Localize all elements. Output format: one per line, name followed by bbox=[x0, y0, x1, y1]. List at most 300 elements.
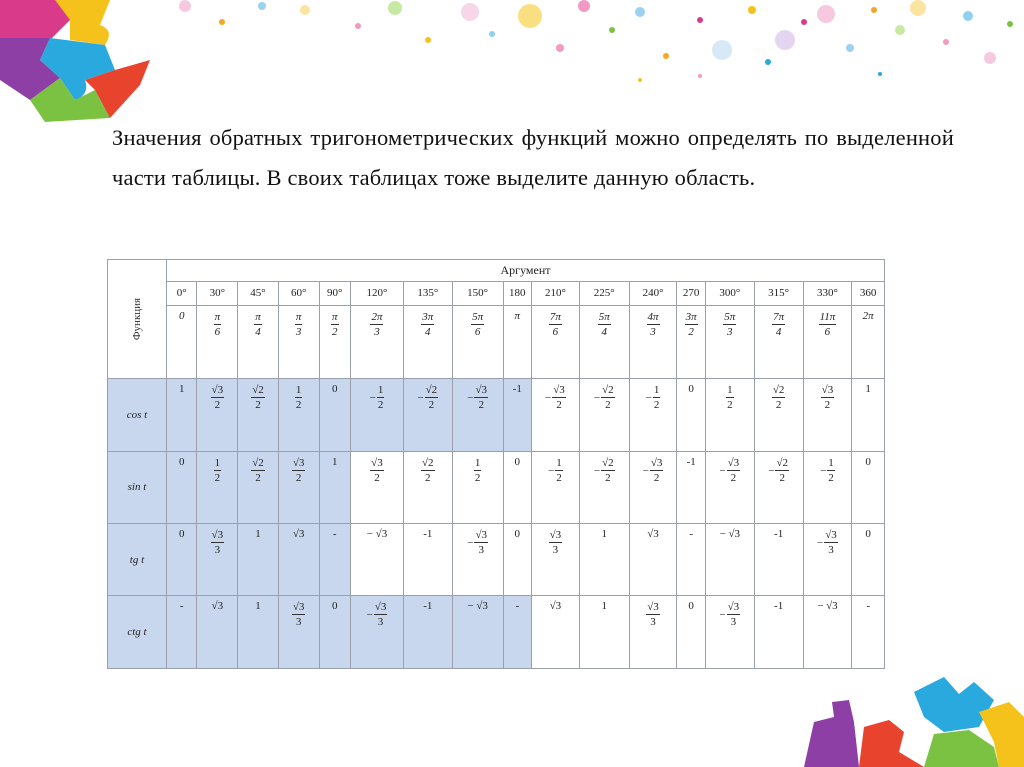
value-cell bbox=[403, 596, 452, 669]
value-cell bbox=[403, 379, 452, 451]
value-cell bbox=[532, 596, 580, 669]
denominator: 2 bbox=[688, 325, 694, 338]
denominator: 3 bbox=[295, 325, 302, 338]
numerator: 4π bbox=[647, 310, 659, 323]
radian-cell bbox=[403, 305, 452, 379]
numerator: √2 bbox=[252, 384, 264, 397]
value-cell bbox=[579, 524, 629, 596]
value-cell bbox=[532, 379, 580, 451]
numerator: √3 bbox=[475, 384, 487, 397]
value-cell bbox=[754, 379, 803, 451]
numerator: 3π bbox=[422, 310, 434, 323]
puzzle-pieces-decoration-top bbox=[0, 0, 170, 125]
value-cell bbox=[452, 596, 503, 669]
value-cell bbox=[579, 379, 629, 451]
numerator: 1 bbox=[556, 456, 562, 469]
fraction bbox=[601, 456, 615, 485]
trig-values-table bbox=[107, 259, 885, 669]
table-row bbox=[108, 379, 885, 451]
numerator: √2 bbox=[602, 456, 614, 469]
fraction bbox=[370, 310, 383, 339]
value: − √3 bbox=[719, 528, 741, 540]
minus-sign: − bbox=[593, 464, 601, 477]
value-cell bbox=[754, 524, 803, 596]
denominator: 2 bbox=[425, 471, 431, 484]
radian-cell bbox=[503, 305, 531, 379]
minus-sign: − bbox=[820, 464, 827, 477]
denominator: 3 bbox=[650, 616, 656, 629]
denominator: 2 bbox=[474, 471, 481, 484]
numerator: √3 bbox=[374, 601, 387, 614]
numerator: √3 bbox=[727, 456, 740, 469]
value: 1 bbox=[332, 455, 338, 468]
value-cell bbox=[319, 451, 351, 523]
radian-cell bbox=[579, 305, 629, 379]
value: - bbox=[866, 600, 870, 613]
degree-cell: 45° bbox=[238, 281, 279, 305]
denominator: 2 bbox=[730, 471, 737, 484]
value: 0 bbox=[688, 383, 694, 396]
denominator: 3 bbox=[478, 544, 484, 556]
fraction bbox=[647, 310, 660, 339]
fraction bbox=[827, 456, 835, 485]
numerator: 1 bbox=[727, 384, 733, 397]
numerator: 5π bbox=[598, 310, 610, 323]
value: 1 bbox=[255, 528, 261, 540]
numerator: √2 bbox=[425, 384, 438, 397]
denominator: 3 bbox=[374, 325, 380, 338]
numerator: 1 bbox=[653, 384, 660, 397]
denominator: 2 bbox=[556, 471, 562, 484]
fraction bbox=[772, 383, 786, 412]
degree-cell: 240° bbox=[629, 281, 677, 305]
radian-cell bbox=[238, 305, 279, 379]
numerator: 11π bbox=[819, 310, 836, 323]
value: √3 bbox=[211, 600, 224, 613]
instruction-paragraph: Значения обратных тригонометрических функций можно определять по выделенной части таблицы. В своих таблицах тоже выделите данную область. bbox=[112, 125, 954, 190]
denominator: 6 bbox=[474, 325, 481, 338]
value-cell bbox=[852, 596, 885, 669]
value: √3 bbox=[647, 528, 659, 540]
denominator: 2 bbox=[255, 471, 261, 484]
denominator: 2 bbox=[779, 471, 785, 484]
denominator: 3 bbox=[295, 616, 302, 629]
numerator: π bbox=[255, 310, 261, 323]
minus-sign: − bbox=[366, 609, 373, 622]
value-cell bbox=[319, 596, 351, 669]
radian-cell bbox=[705, 305, 754, 379]
value-cell bbox=[503, 524, 531, 596]
value-cell bbox=[238, 524, 279, 596]
denominator: 2 bbox=[478, 399, 484, 412]
value: - bbox=[179, 600, 184, 613]
degree-cell: 300° bbox=[705, 281, 754, 305]
minus-sign: − bbox=[719, 609, 726, 622]
numerator: √2 bbox=[772, 384, 785, 397]
value: 0 bbox=[332, 383, 338, 396]
numerator: √2 bbox=[422, 456, 434, 469]
denominator: 2 bbox=[374, 471, 380, 484]
value: √3 bbox=[549, 600, 562, 613]
fraction bbox=[421, 456, 435, 485]
fraction bbox=[727, 456, 741, 485]
numerator: √3 bbox=[727, 601, 740, 614]
numerator: 1 bbox=[295, 384, 302, 397]
denominator: 2 bbox=[214, 471, 221, 484]
function-name-cell: tg t bbox=[108, 524, 167, 596]
numerator: √2 bbox=[252, 456, 264, 469]
value-cell bbox=[629, 379, 677, 451]
value-cell bbox=[166, 379, 197, 451]
value: 1 bbox=[865, 383, 871, 396]
degree-cell: 210° bbox=[532, 281, 580, 305]
value: − √3 bbox=[817, 600, 838, 613]
fraction bbox=[425, 383, 439, 412]
denominator: 6 bbox=[214, 325, 221, 338]
value-cell bbox=[403, 451, 452, 523]
value-cell bbox=[629, 596, 677, 669]
minus-sign: − bbox=[645, 392, 652, 405]
minus-sign: − bbox=[768, 464, 775, 477]
value: - bbox=[515, 600, 520, 613]
value: 0 bbox=[178, 309, 185, 322]
fraction bbox=[471, 310, 484, 339]
value: -1 bbox=[774, 528, 784, 540]
value: 0 bbox=[514, 455, 521, 468]
value-cell bbox=[705, 451, 754, 523]
minus-sign: − bbox=[467, 392, 474, 405]
fraction bbox=[214, 310, 222, 339]
minus-sign: − bbox=[593, 392, 601, 405]
degree-cell: 0° bbox=[166, 281, 197, 305]
fraction bbox=[824, 528, 838, 557]
value-cell bbox=[532, 524, 580, 596]
radian-cell bbox=[852, 305, 885, 379]
minus-sign: − bbox=[817, 537, 824, 549]
numerator: π bbox=[295, 310, 302, 323]
denominator: 3 bbox=[727, 325, 733, 338]
fraction bbox=[772, 310, 785, 339]
fraction bbox=[331, 310, 339, 339]
numerator: 1 bbox=[377, 384, 384, 397]
header-row-argument bbox=[108, 260, 885, 282]
value: -1 bbox=[423, 600, 433, 613]
value-cell bbox=[677, 379, 705, 451]
value: 1 bbox=[601, 600, 607, 613]
denominator: 2 bbox=[824, 399, 831, 412]
fraction bbox=[549, 310, 562, 339]
radian-cell bbox=[677, 305, 705, 379]
radian-cell bbox=[629, 305, 677, 379]
value-cell bbox=[278, 596, 319, 669]
minus-sign: − bbox=[467, 537, 474, 549]
numerator: √3 bbox=[371, 456, 383, 469]
function-name-cell: ctg t bbox=[108, 596, 167, 669]
value-cell bbox=[319, 524, 351, 596]
radian-cell bbox=[452, 305, 503, 379]
denominator: 3 bbox=[650, 325, 656, 338]
degree-cell: 360 bbox=[852, 281, 885, 305]
denominator: 2 bbox=[775, 399, 782, 412]
fraction bbox=[374, 600, 388, 629]
denominator: 2 bbox=[605, 471, 611, 484]
value: 0 bbox=[514, 528, 521, 540]
table-row bbox=[108, 524, 885, 596]
fraction bbox=[549, 528, 563, 557]
value-cell bbox=[803, 596, 852, 669]
degree-cell: 150° bbox=[452, 281, 503, 305]
value-cell bbox=[629, 524, 677, 596]
value-cell bbox=[503, 379, 531, 451]
denominator: 4 bbox=[775, 325, 782, 338]
function-header: Функция bbox=[130, 297, 143, 341]
fraction bbox=[653, 383, 661, 412]
value: -1 bbox=[686, 455, 696, 468]
header-row-degrees bbox=[108, 281, 885, 305]
denominator: 2 bbox=[556, 399, 562, 412]
value: 0 bbox=[865, 455, 871, 468]
function-name-cell: cos t bbox=[108, 379, 167, 451]
radian-cell bbox=[319, 305, 351, 379]
denominator: 2 bbox=[295, 399, 302, 412]
denominator: 2 bbox=[653, 471, 660, 484]
value-cell bbox=[754, 596, 803, 669]
denominator: 2 bbox=[255, 399, 261, 412]
value: -1 bbox=[423, 528, 433, 540]
value: 2π bbox=[862, 309, 874, 322]
value-cell bbox=[166, 596, 197, 669]
denominator: 4 bbox=[601, 325, 607, 338]
numerator: √3 bbox=[553, 384, 565, 397]
value-cell bbox=[705, 379, 754, 451]
degree-cell: 225° bbox=[579, 281, 629, 305]
fraction bbox=[821, 383, 835, 412]
trig-values-table-container bbox=[107, 259, 885, 669]
value: -1 bbox=[774, 600, 784, 613]
denominator: 2 bbox=[653, 399, 660, 412]
degree-cell: 90° bbox=[319, 281, 351, 305]
denominator: 2 bbox=[332, 325, 338, 338]
radian-cell bbox=[278, 305, 319, 379]
numerator: 1 bbox=[214, 456, 221, 469]
value: - bbox=[332, 528, 337, 540]
numerator: √3 bbox=[292, 601, 305, 614]
value-cell bbox=[852, 524, 885, 596]
value-cell bbox=[197, 596, 238, 669]
denominator: 3 bbox=[730, 616, 737, 629]
minus-sign: − bbox=[417, 392, 424, 405]
value: π bbox=[514, 309, 521, 322]
denominator: 4 bbox=[425, 325, 431, 338]
numerator: √3 bbox=[475, 529, 487, 541]
numerator: √2 bbox=[602, 384, 614, 397]
numerator: √3 bbox=[647, 601, 659, 614]
value-cell bbox=[166, 451, 197, 523]
value-cell bbox=[238, 596, 279, 669]
minus-sign: − bbox=[548, 464, 555, 477]
value-cell bbox=[351, 524, 404, 596]
value-cell bbox=[803, 524, 852, 596]
value-cell bbox=[197, 379, 238, 451]
value: − √3 bbox=[366, 528, 388, 540]
value-cell bbox=[351, 451, 404, 523]
degree-cell: 30° bbox=[197, 281, 238, 305]
fraction bbox=[598, 310, 611, 339]
value: - bbox=[689, 528, 693, 540]
degree-cell: 135° bbox=[403, 281, 452, 305]
fraction bbox=[685, 310, 698, 339]
value: − √3 bbox=[467, 600, 488, 613]
degree-cell: 330° bbox=[803, 281, 852, 305]
value-cell bbox=[278, 379, 319, 451]
puzzle-pieces-decoration-bottom bbox=[794, 672, 1024, 767]
degree-cell: 315° bbox=[754, 281, 803, 305]
numerator: √3 bbox=[825, 529, 837, 541]
fraction bbox=[251, 383, 265, 412]
argument-header: Аргумент bbox=[166, 260, 884, 282]
denominator: 4 bbox=[255, 325, 261, 338]
value-cell bbox=[238, 451, 279, 523]
value: 1 bbox=[601, 528, 607, 540]
radian-cell bbox=[197, 305, 238, 379]
radian-cell bbox=[351, 305, 404, 379]
value-cell bbox=[852, 379, 885, 451]
denominator: 6 bbox=[824, 325, 831, 338]
value-cell bbox=[238, 379, 279, 451]
value-cell bbox=[503, 451, 531, 523]
value: 0 bbox=[688, 600, 694, 613]
numerator: √2 bbox=[776, 456, 788, 469]
denominator: 3 bbox=[214, 544, 221, 556]
numerator: 7π bbox=[773, 310, 785, 323]
fraction bbox=[251, 456, 265, 485]
denominator: 6 bbox=[552, 325, 559, 338]
denominator: 2 bbox=[727, 399, 733, 412]
fraction bbox=[474, 383, 488, 412]
value-cell bbox=[452, 524, 503, 596]
numerator: 2π bbox=[371, 310, 383, 323]
fraction bbox=[211, 528, 225, 557]
value-cell bbox=[351, 379, 404, 451]
fraction bbox=[295, 310, 303, 339]
numerator: 7π bbox=[549, 310, 561, 323]
value: -1 bbox=[512, 383, 522, 396]
denominator: 3 bbox=[828, 544, 834, 556]
fraction bbox=[726, 383, 734, 412]
radian-cell bbox=[754, 305, 803, 379]
value-cell bbox=[803, 379, 852, 451]
numerator: π bbox=[332, 310, 338, 323]
minus-sign: − bbox=[719, 464, 726, 477]
value-cell bbox=[278, 451, 319, 523]
degree-cell: 120° bbox=[351, 281, 404, 305]
value-cell bbox=[403, 524, 452, 596]
table-row bbox=[108, 596, 885, 669]
minus-sign: − bbox=[369, 392, 376, 405]
value-cell bbox=[452, 451, 503, 523]
fraction bbox=[552, 383, 566, 412]
numerator: √3 bbox=[821, 384, 834, 397]
value-cell bbox=[677, 524, 705, 596]
value-cell bbox=[705, 524, 754, 596]
function-name-cell: sin t bbox=[108, 451, 167, 523]
value-cell bbox=[503, 596, 531, 669]
minus-sign: − bbox=[642, 464, 649, 477]
value-cell bbox=[579, 596, 629, 669]
value: √3 bbox=[292, 528, 305, 540]
fraction bbox=[254, 310, 262, 339]
value: 0 bbox=[865, 528, 871, 540]
fraction bbox=[377, 383, 385, 412]
numerator: √3 bbox=[292, 456, 305, 469]
denominator: 2 bbox=[605, 399, 611, 412]
header-row-radians bbox=[108, 305, 885, 379]
fraction bbox=[555, 456, 563, 485]
fraction bbox=[292, 456, 306, 485]
fraction bbox=[474, 528, 488, 557]
value-cell bbox=[532, 451, 580, 523]
value-cell bbox=[166, 524, 197, 596]
numerator: 5π bbox=[472, 310, 484, 323]
fraction bbox=[295, 383, 303, 412]
value: 0 bbox=[332, 600, 338, 613]
fraction bbox=[646, 600, 660, 629]
value: 1 bbox=[255, 600, 261, 613]
value-cell bbox=[677, 596, 705, 669]
value-cell bbox=[677, 451, 705, 523]
denominator: 2 bbox=[377, 399, 384, 412]
fraction bbox=[421, 310, 434, 339]
value-cell bbox=[452, 379, 503, 451]
fraction bbox=[723, 310, 736, 339]
value-cell bbox=[754, 451, 803, 523]
fraction bbox=[370, 456, 384, 485]
denominator: 3 bbox=[377, 616, 384, 629]
denominator: 2 bbox=[214, 399, 221, 412]
value-cell bbox=[579, 451, 629, 523]
minus-sign: − bbox=[545, 392, 552, 405]
fraction bbox=[214, 456, 222, 485]
value-cell bbox=[278, 524, 319, 596]
fraction bbox=[775, 456, 789, 485]
numerator: √3 bbox=[650, 456, 663, 469]
radian-cell bbox=[803, 305, 852, 379]
numerator: 5π bbox=[724, 310, 736, 323]
fraction bbox=[727, 600, 741, 629]
value-cell bbox=[197, 451, 238, 523]
value-cell bbox=[803, 451, 852, 523]
denominator: 2 bbox=[295, 471, 302, 484]
degree-cell: 270 bbox=[677, 281, 705, 305]
numerator: √3 bbox=[211, 384, 224, 397]
denominator: 2 bbox=[828, 471, 834, 484]
table-row bbox=[108, 451, 885, 523]
numerator: √3 bbox=[549, 529, 562, 541]
value-cell bbox=[319, 379, 351, 451]
fraction bbox=[819, 310, 837, 339]
fraction bbox=[474, 456, 482, 485]
degree-cell: 180 bbox=[503, 281, 531, 305]
numerator: π bbox=[214, 310, 221, 323]
value-cell bbox=[351, 596, 404, 669]
value: 0 bbox=[178, 528, 185, 540]
value-cell bbox=[705, 596, 754, 669]
value-cell bbox=[197, 524, 238, 596]
numerator: 1 bbox=[474, 456, 481, 469]
numerator: 1 bbox=[828, 456, 834, 469]
degree-cell: 60° bbox=[278, 281, 319, 305]
fraction bbox=[650, 456, 664, 485]
